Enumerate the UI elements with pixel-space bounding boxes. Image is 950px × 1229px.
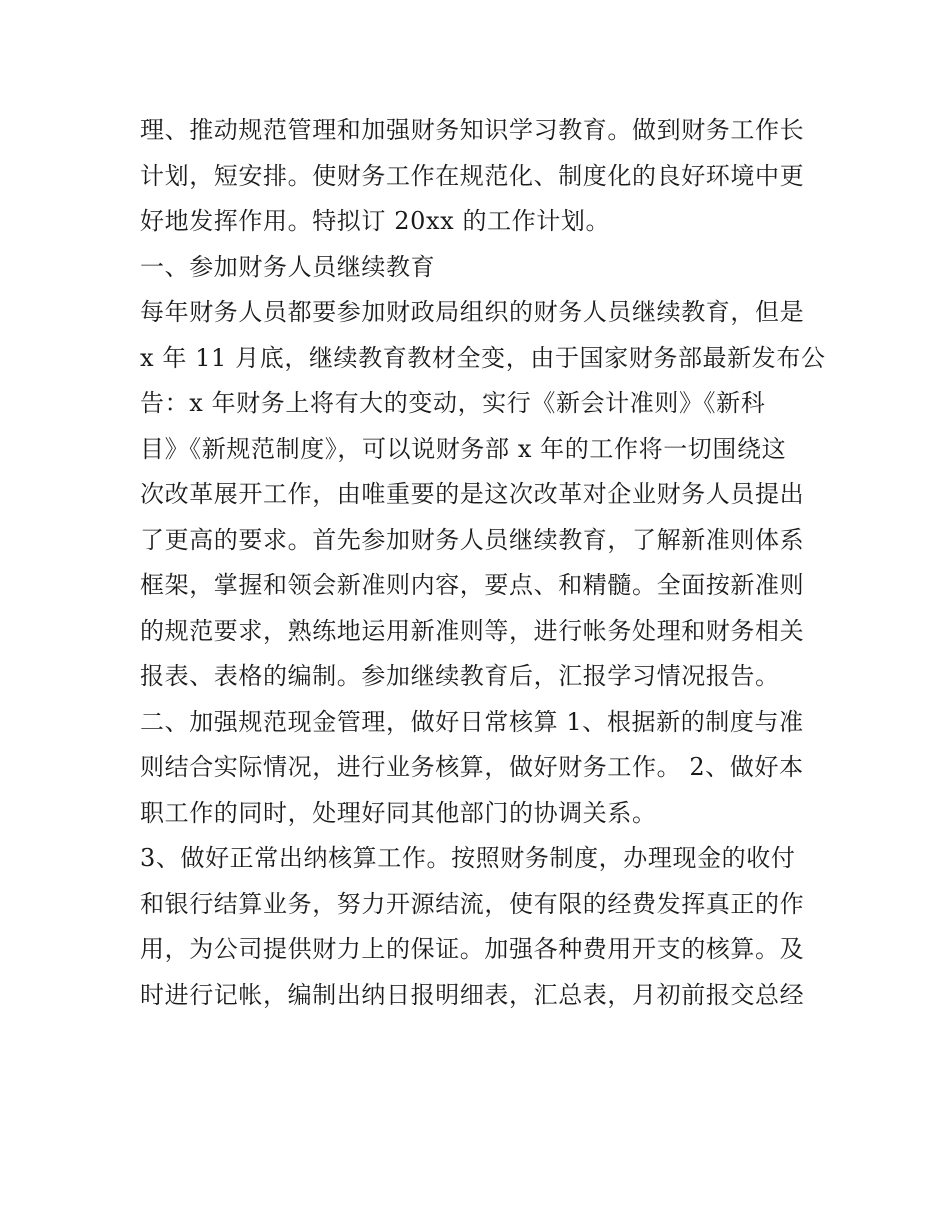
text-line: 则结合实际情况，进行业务核算，做好财务工作。 2、做好本 [140,753,804,781]
text-line: 的规范要求，熟练地运用新准则等，进行帐务处理和财务相关 [140,616,805,645]
text-line: 目》《新规范制度》，可以说财务部 x 年的工作将一切围绕这 [140,434,787,463]
text-line: 用，为公司提供财力上的保证。加强各种费用开支的核算。及 [140,935,805,963]
text-line: 和银行结算业务，努力开源结流，使有限的经费发挥真正的作 [140,889,805,918]
section-heading: 二、加强规范现金管理，做好日常核算 1、根据新的制度与准 [140,707,804,736]
document-body [140,108,826,1018]
text-line: 计划，短安排。使财务工作在规范化、制度化的良好环境中更 [140,161,805,190]
text-line: 理、推动规范管理和加强财务知识学习教育。做到财务工作长 [140,116,805,144]
text-line: 告：x 年财务上将有大的变动，实行《新会计准则》《新科 [140,389,766,417]
text-line: 3、做好正常出纳核算工作。按照财务制度，办理现金的收付 [140,844,796,872]
text-line: 报表、表格的编制。参加继续教育后，汇报学习情况报告。 [140,662,780,690]
text-line: 了更高的要求。首先参加财务人员继续教育，了解新准则体系 [140,525,805,554]
text-line: 每年财务人员都要参加财政局组织的财务人员继续教育，但是 [140,298,805,326]
text-line: 时进行记帐，编制出纳日报明细表，汇总表，月初前报交总经 [140,980,805,1009]
text-line: 好地发挥作用。特拟订 20xx 的工作计划。 [140,207,611,235]
text-line: 次改革展开工作，由唯重要的是这次改革对企业财务人员提出 [140,480,805,508]
text-line: x 年 11 月底，继续教育教材全变，由于国家财务部最新发布公 [140,343,826,372]
section-heading: 一、参加财务人员继续教育 [140,252,436,281]
text-line: 职工作的同时，处理好同其他部门的协调关系。 [140,798,657,827]
text-line: 框架，掌握和领会新准则内容，要点、和精髓。全面按新准则 [140,571,805,599]
